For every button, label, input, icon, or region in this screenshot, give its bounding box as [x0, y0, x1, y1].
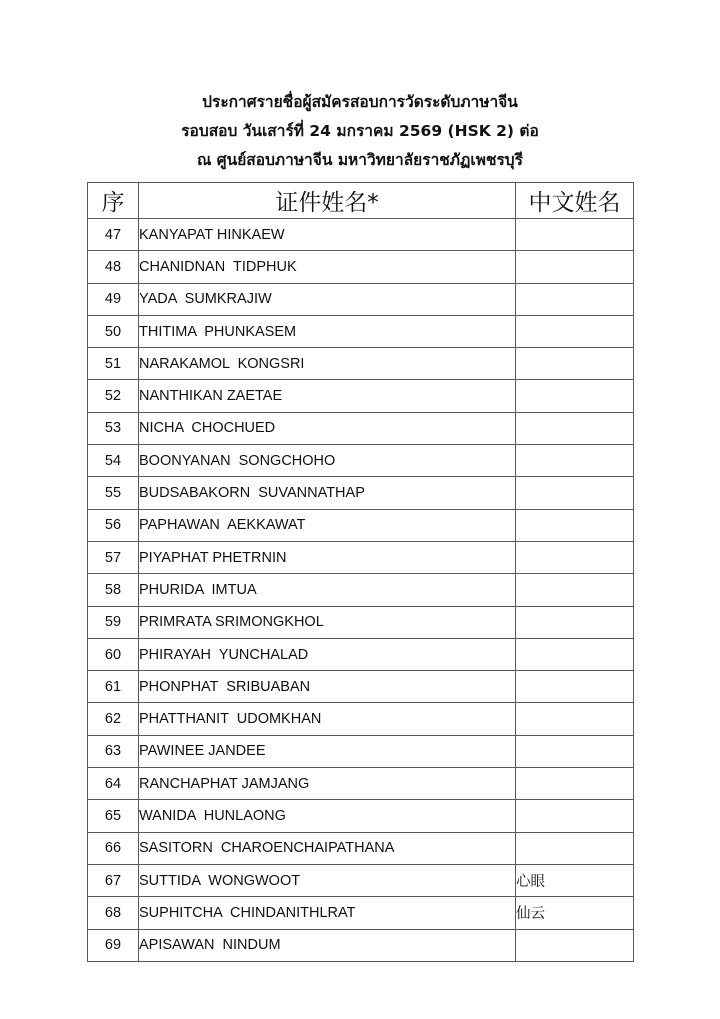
- candidate-chinese-name: [516, 412, 634, 444]
- candidate-chinese-name: 心眼: [516, 864, 634, 896]
- candidate-id-name: KANYAPAT HINKAEW: [139, 219, 516, 251]
- row-number: 62: [88, 703, 139, 735]
- row-number: 58: [88, 574, 139, 606]
- table-row: [88, 348, 634, 380]
- table-row: [88, 380, 634, 412]
- row-number: 65: [88, 800, 139, 832]
- candidate-id-name: RANCHAPHAT JAMJANG: [139, 768, 516, 800]
- candidate-chinese-name: [516, 380, 634, 412]
- table-row: [88, 606, 634, 638]
- candidate-id-name: NARAKAMOL KONGSRI: [139, 348, 516, 380]
- candidate-chinese-name: [516, 638, 634, 670]
- table-row: [88, 768, 634, 800]
- candidate-table: [87, 182, 634, 962]
- candidate-chinese-name: [516, 283, 634, 315]
- table-body: [88, 219, 634, 962]
- column-header-number: 序: [88, 183, 139, 219]
- row-number: 68: [88, 897, 139, 929]
- row-number: 56: [88, 509, 139, 541]
- table-row: [88, 541, 634, 573]
- candidate-chinese-name: [516, 541, 634, 573]
- table-row: [88, 800, 634, 832]
- table-row: [88, 703, 634, 735]
- candidate-id-name: WANIDA HUNLAONG: [139, 800, 516, 832]
- candidate-id-name: YADA SUMKRAJIW: [139, 283, 516, 315]
- candidate-chinese-name: 仙云: [516, 897, 634, 929]
- candidate-id-name: SUTTIDA WONGWOOT: [139, 864, 516, 896]
- candidate-chinese-name: [516, 445, 634, 477]
- candidate-chinese-name: [516, 800, 634, 832]
- candidate-id-name: NICHA CHOCHUED: [139, 412, 516, 444]
- table-row: [88, 638, 634, 670]
- table-row: [88, 929, 634, 961]
- table-row: [88, 477, 634, 509]
- candidate-id-name: BOONYANAN SONGCHOHO: [139, 445, 516, 477]
- row-number: 67: [88, 864, 139, 896]
- candidate-chinese-name: [516, 251, 634, 283]
- candidate-chinese-name: [516, 219, 634, 251]
- candidate-chinese-name: [516, 606, 634, 638]
- column-header-id-name: 证件姓名*: [139, 183, 516, 219]
- table-row: [88, 574, 634, 606]
- candidate-id-name: PHATTHANIT UDOMKHAN: [139, 703, 516, 735]
- candidate-chinese-name: [516, 735, 634, 767]
- row-number: 64: [88, 768, 139, 800]
- candidate-id-name: PAWINEE JANDEE: [139, 735, 516, 767]
- candidate-chinese-name: [516, 315, 634, 347]
- column-header-chinese-name: 中文姓名: [516, 183, 634, 219]
- row-number: 51: [88, 348, 139, 380]
- candidate-id-name: APISAWAN NINDUM: [139, 929, 516, 961]
- row-number: 50: [88, 315, 139, 347]
- announcement-title: ประกาศรายชื่อผู้สมัครสอบการวัดระดับภาษาจีน: [202, 93, 518, 111]
- table-row: [88, 219, 634, 251]
- candidate-id-name: SASITORN CHAROENCHAIPATHANA: [139, 832, 516, 864]
- candidate-chinese-name: [516, 832, 634, 864]
- candidate-id-name: PRIMRATA SRIMONGKHOL: [139, 606, 516, 638]
- candidate-id-name: PHONPHAT SRIBUABAN: [139, 671, 516, 703]
- candidate-chinese-name: [516, 477, 634, 509]
- candidate-id-name: CHANIDNAN TIDPHUK: [139, 251, 516, 283]
- candidate-id-name: PHIRAYAH YUNCHALAD: [139, 638, 516, 670]
- row-number: 66: [88, 832, 139, 864]
- row-number: 59: [88, 606, 139, 638]
- candidate-id-name: THITIMA PHUNKASEM: [139, 315, 516, 347]
- candidate-chinese-name: [516, 768, 634, 800]
- table-row: [88, 864, 634, 896]
- row-number: 63: [88, 735, 139, 767]
- table-row: [88, 315, 634, 347]
- exam-center: ณ ศูนย์สอบภาษาจีน มหาวิทยาลัยราชภัฏเพชรบุรี: [197, 151, 523, 169]
- row-number: 49: [88, 283, 139, 315]
- table-row: [88, 251, 634, 283]
- table-row: [88, 509, 634, 541]
- table-row: [88, 412, 634, 444]
- table-row: [88, 832, 634, 864]
- exam-round-date: รอบสอบ วันเสาร์ที่ 24 มกราคม 2569 (HSK 2) ต่อ: [181, 122, 539, 140]
- table-row: [88, 735, 634, 767]
- candidate-chinese-name: [516, 929, 634, 961]
- row-number: 53: [88, 412, 139, 444]
- table-row: [88, 283, 634, 315]
- row-number: 54: [88, 445, 139, 477]
- candidate-id-name: SUPHITCHA CHINDANITHLRAT: [139, 897, 516, 929]
- candidate-chinese-name: [516, 703, 634, 735]
- announcement-header: [0, 88, 720, 175]
- candidate-id-name: BUDSABAKORN SUVANNATHAP: [139, 477, 516, 509]
- row-number: 60: [88, 638, 139, 670]
- row-number: 48: [88, 251, 139, 283]
- candidate-chinese-name: [516, 671, 634, 703]
- row-number: 61: [88, 671, 139, 703]
- row-number: 47: [88, 219, 139, 251]
- table-row: [88, 671, 634, 703]
- table-row: [88, 897, 634, 929]
- candidate-id-name: PHURIDA IMTUA: [139, 574, 516, 606]
- candidate-chinese-name: [516, 509, 634, 541]
- candidate-chinese-name: [516, 574, 634, 606]
- candidate-chinese-name: [516, 348, 634, 380]
- table-row: [88, 445, 634, 477]
- candidate-id-name: NANTHIKAN ZAETAE: [139, 380, 516, 412]
- candidate-id-name: PIYAPHAT PHETRNIN: [139, 541, 516, 573]
- row-number: 52: [88, 380, 139, 412]
- row-number: 55: [88, 477, 139, 509]
- row-number: 57: [88, 541, 139, 573]
- row-number: 69: [88, 929, 139, 961]
- candidate-id-name: PAPHAWAN AEKKAWAT: [139, 509, 516, 541]
- table-header-row: [88, 183, 634, 219]
